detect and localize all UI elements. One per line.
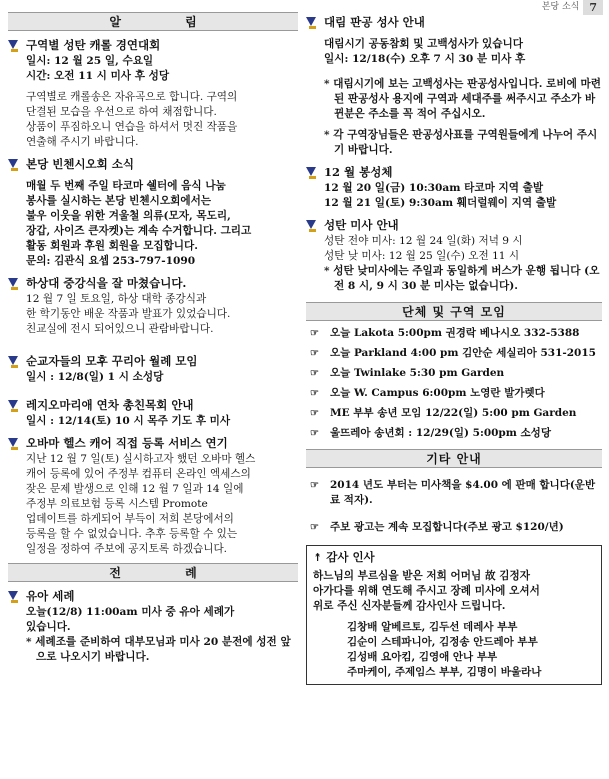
item-text: 12 월 7 일 토요일, 하상 대학 종강식과 — [26, 293, 207, 305]
notice-item-carol-contest — [8, 37, 298, 150]
item-text: 오늘(12/8) 11:00am 미사 중 유아 세례가 — [26, 606, 235, 618]
thanks-name: 김순이 스테파니아, 김정송 안드레아 부부 — [347, 636, 538, 648]
item-note: * 성탄 낮미사에는 주일과 동일하게 버스가 운행 됩니다 (오전 8 시, 9 시 30 분 미사는 없습니다). — [324, 265, 600, 292]
item-note: * 세례조를 준비하여 대부모님과 미사 20 분전에 성전 앞으로 나오시기 바랍니다. — [26, 636, 291, 663]
item-title: 하상대 중강식을 잘 마쳤습니다. — [26, 276, 187, 290]
item-text: 업데이트를 하게되어 부득이 저희 본당에서의 — [26, 513, 234, 525]
list-item: ☞ 오늘 W. Campus 6:00pm 노영란 발가렛다 — [310, 387, 545, 399]
item-info: 일시 : 12/8(일) 1 시 소성당 — [26, 371, 164, 383]
thanks-title: 감사 인사 — [326, 550, 375, 564]
pointing-hand-icon: ☞ — [310, 348, 319, 359]
thanks-name: 김성배 요아킴, 김영애 안나 부부 — [347, 651, 498, 663]
notice-item-christmas-mass — [306, 217, 602, 294]
pointing-hand-icon: ☞ — [310, 480, 319, 491]
thanks-box — [306, 545, 602, 685]
item-title: 본당 빈첸시오회 소식 — [26, 157, 134, 171]
notice-item-college-closing — [8, 275, 298, 337]
pointing-hand-icon: ☞ — [310, 328, 319, 339]
item-text: 매월 두 번째 주일 타코마 쉘터에 음식 나눔 — [26, 180, 226, 192]
item-text: 문의: 김관식 요셉 253-797-1090 — [26, 255, 196, 267]
bullet-arrow-icon — [306, 166, 318, 180]
item-note: * 각 구역장님들은 판공성사표를 구역원들에게 나누어 주시기 바랍니다. — [324, 129, 598, 156]
item-info: 일시 : 12/14(토) 10 시 목주 기도 후 미사 — [26, 415, 231, 427]
item-title: 성탄 미사 안내 — [324, 218, 399, 232]
item-text: 일시: 12/18(수) 오후 7 시 30 분 미사 후 — [324, 53, 526, 65]
item-text: 등록을 할 수 없었습니다. 추후 등록할 수 있는 — [26, 528, 238, 540]
item-text: 활동 회원과 후원 회원을 모집합니다. — [26, 240, 198, 252]
item-note: * 대림시기에 보는 고백성사는 판공성사입니다. 로비에 마련된 판공성사 용지에 구역과 세대주를 써주시고 주소가 바뀐분은 주소를 꼭 적어 주십시오. — [324, 78, 601, 120]
thanks-name: 주마케이, 주제임스 부부, 김명이 바울라나 — [347, 666, 542, 678]
list-item: ☞ 주보 광고는 계속 모집합니다(주보 광고 $120/년) — [310, 521, 564, 533]
notice-item-legio-gathering — [8, 397, 298, 429]
left-column — [8, 12, 298, 665]
list-item: ☞ 2014 년도 부터는 미사책을 $4.00 에 판매 합니다(운반료 적자). — [310, 479, 596, 506]
notice-item-vincent-society — [8, 156, 298, 269]
list-item: ☞ 오늘 Parkland 4:00 pm 김안순 세실리아 531-2015 — [310, 347, 596, 359]
item-text: 장갑, 사이즈 큰자켓)는 계속 수거합니다. 그리고 — [26, 225, 252, 237]
thanks-text: 아가다를 위해 연도해 주시고 장례 미사에 오셔서 — [313, 585, 540, 597]
item-text: 불우 이웃을 위한 겨울철 의류(모자, 목도리, — [26, 210, 231, 222]
bullet-arrow-icon — [306, 219, 318, 233]
item-text: 있습니다. — [26, 621, 71, 633]
notice-item-obamacare — [8, 435, 298, 557]
list-item: ☞ 오늘 Twinlake 5:30 pm Garden — [310, 367, 505, 379]
etc-section-header: 기타 안내 — [306, 449, 602, 468]
item-info: 일시: 12 월 25 일, 수요일 — [26, 55, 154, 67]
etc-list — [306, 478, 602, 535]
item-text: 단결된 모습을 우선으로 하여 채점합니다. — [26, 106, 217, 118]
item-title: 순교자들의 모후 꾸리아 월례 모임 — [26, 354, 198, 368]
item-text: 친교실에 전시 되어있으니 관람바랍니다. — [26, 323, 214, 335]
thanks-name: 김창배 알베르토, 김두선 데레사 부부 — [347, 621, 518, 633]
item-title: 레지오마리애 연차 총친목회 안내 — [26, 398, 194, 412]
item-text: 성탄 전야 미사: 12 월 24 일(화) 저녁 9 시 — [324, 235, 523, 247]
item-title: 오바마 헬스 캐어 직접 등록 서비스 연기 — [26, 436, 228, 450]
item-title: 대림 판공 성사 안내 — [324, 15, 425, 29]
item-text: 봉사를 실시하는 본당 빈첸시오회에서는 — [26, 195, 212, 207]
item-title: 구역별 성탄 캐롤 경연대회 — [26, 38, 161, 52]
item-text: 구역별로 캐롤송은 자유곡으로 합니다. 구역의 — [26, 91, 238, 103]
item-text: 12 월 21 일(토) 9:30am 훼더럴웨이 지역 출발 — [324, 197, 557, 209]
pointing-hand-icon: ☞ — [310, 428, 319, 439]
notice-section-header: 알 림 — [8, 12, 298, 31]
thanks-text: 위로 주신 신자분들께 감사인사 드립니다. — [313, 600, 506, 612]
bullet-arrow-icon — [8, 277, 20, 291]
page-header-label: 본당 소식 — [541, 2, 580, 12]
pointing-hand-icon: ☞ — [310, 408, 319, 419]
item-text: 주정부 의료보험 등록 시스템 Promote — [26, 498, 208, 510]
notice-item-infant-baptism — [8, 588, 298, 665]
item-text: 연출해 주시기 바랍니다. — [26, 136, 139, 148]
item-text: 지난 12 월 7 일(토) 실시하고자 했던 오바마 헬스 — [26, 453, 256, 465]
item-text: 캐어 등록에 있어 주정부 컴퓨터 온라인 엑세스의 — [26, 468, 251, 480]
right-column — [306, 12, 602, 685]
item-text: 대림시기 공동참회 및 고백성사가 있습니다 — [324, 38, 523, 50]
list-item: ☞ 울뜨레아 송년회 : 12/29(일) 5:00pm 소성당 — [310, 427, 551, 439]
groups-list — [306, 326, 602, 441]
list-item: ☞ ME 부부 송년 모임 12/22(일) 5:00 pm Garden — [310, 407, 577, 419]
pointing-hand-icon: ☞ — [310, 388, 319, 399]
bullet-arrow-icon — [8, 399, 20, 413]
pointing-hand-icon: ☞ — [310, 368, 319, 379]
item-text: 성탄 낮 미사: 12 월 25 일(수) 오전 11 시 — [324, 250, 520, 262]
item-title: 유아 세례 — [26, 589, 75, 603]
bullet-arrow-icon — [8, 590, 20, 604]
item-text: 한 학기동안 배운 작품과 발표가 있었습니다. — [26, 308, 231, 320]
item-text: 12 월 20 일(금) 10:30am 타코마 지역 출발 — [324, 182, 544, 194]
bullet-arrow-icon — [8, 437, 20, 451]
groups-section-header: 단체 및 구역 모임 — [306, 302, 602, 321]
notice-item-penance — [306, 14, 602, 158]
bullet-arrow-icon — [8, 158, 20, 172]
thanks-text: 하느님의 부르심을 받은 저희 어머님 故 김정자 — [313, 570, 530, 582]
list-item: ☞ 오늘 Lakota 5:00pm 권경락 베나시오 332-5388 — [310, 327, 580, 339]
item-info: 시간: 오전 11 시 미사 후 성당 — [26, 70, 170, 82]
bullet-arrow-icon — [8, 355, 20, 369]
item-title: 12 월 봉성체 — [324, 165, 393, 179]
page-number: 7 — [583, 0, 603, 15]
item-text: 상품이 푸짐하오니 연습을 하셔서 멋진 작품을 — [26, 121, 238, 133]
item-text: 잦은 문제 발생으로 인해 12 월 7 일과 14 일에 — [26, 483, 244, 495]
pointing-hand-icon: ☞ — [310, 522, 319, 533]
rites-section-header: 전 례 — [8, 563, 298, 582]
bullet-arrow-icon — [8, 39, 20, 53]
notice-item-curia-meeting — [8, 353, 298, 385]
up-arrow-icon: ↟ — [313, 551, 323, 564]
bullet-arrow-icon — [306, 16, 318, 30]
item-text: 일정을 정하여 주보에 공지토록 하겠습니다. — [26, 543, 228, 555]
notice-item-sick-communion — [306, 164, 602, 211]
